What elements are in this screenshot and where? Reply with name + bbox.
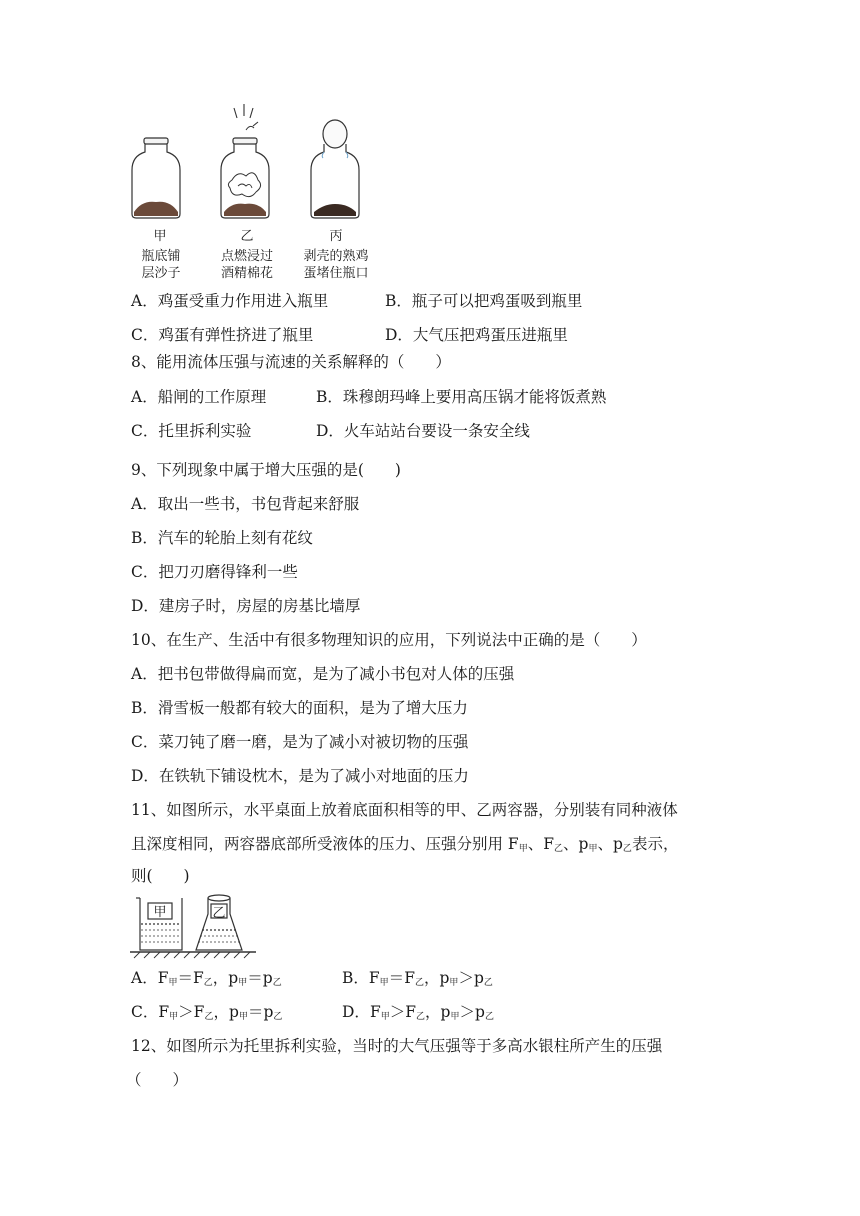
symbol-p: p	[473, 969, 484, 987]
sub-yi: 乙	[414, 978, 424, 988]
q9-option-b: B．汽车的轮胎上刻有花纹	[131, 529, 313, 547]
symbol-F: F	[404, 969, 415, 987]
gt: ＞	[389, 1003, 406, 1021]
sub-yi: 乙	[203, 978, 213, 988]
q9-option-a: A．取出一些书，书包背起来舒服	[131, 495, 360, 513]
q11-option-a	[131, 968, 282, 993]
option-prefix: B．	[342, 969, 369, 987]
symbol-F: F	[369, 1003, 381, 1021]
sep: 、	[563, 835, 579, 853]
symbol-F: F	[157, 969, 169, 987]
sub-yi: 乙	[273, 1012, 283, 1022]
q8-option-b: B．珠穆朗玛峰上要用高压锅才能将饭煮熟	[316, 388, 607, 406]
q11-stem-line2-text: 且深度相同，两容器底部所受液体的压力、压强分别用 F	[131, 835, 519, 853]
sub-yi: 乙	[204, 1012, 214, 1022]
q7-option-a: A．鸡蛋受重力作用进入瓶里	[131, 292, 329, 310]
symbol-F: F	[193, 1003, 205, 1021]
sub-yi: 乙	[553, 844, 563, 854]
q7-option-d: D．大气压把鸡蛋压进瓶里	[385, 326, 568, 344]
sub-yi: 乙	[483, 978, 493, 988]
q8-option-c: C．托里拆利实验	[131, 422, 252, 440]
sub-jia: 甲	[518, 844, 528, 854]
symbol-p: p	[262, 969, 273, 987]
container-label-jia: 甲	[153, 905, 167, 920]
caption-jia-line1: 瓶底铺	[141, 249, 181, 264]
figure-label-bing: 丙	[329, 229, 343, 244]
symbol-F: F	[193, 969, 204, 987]
eq: ＝	[247, 1003, 264, 1021]
sep: 、	[597, 835, 613, 853]
stem-end: 表示，	[631, 835, 679, 853]
symbol-p: p	[612, 835, 623, 853]
comma: ，	[423, 969, 440, 987]
bottle-jia	[132, 138, 180, 218]
q11-stem-line1: 11、如图所示，水平桌面上放着底面积相等的甲、乙两容器，分别装有同种液体	[131, 801, 678, 819]
q8-option-d: D．火车站站台要设一条安全线	[316, 422, 530, 440]
q12-stem-line2: （ ）	[126, 1071, 189, 1089]
caption-yi-line1: 点燃浸过	[220, 249, 273, 264]
symbol-p: p	[475, 1003, 485, 1021]
q7-option-c: C．鸡蛋有弹性挤进了瓶里	[131, 326, 314, 344]
q7-option-b: B．瓶子可以把鸡蛋吸到瓶里	[385, 292, 583, 310]
symbol-p: p	[578, 835, 589, 853]
q11-option-b	[342, 968, 493, 993]
q9-option-d: D．建房子时，房屋的房基比墙厚	[131, 597, 361, 615]
symbol-F: F	[368, 969, 380, 987]
q11-option-d	[342, 1002, 494, 1027]
q9-option-c: C．把刀刃磨得锋利一些	[131, 563, 298, 581]
eq: ＝	[177, 969, 193, 987]
gt: ＞	[178, 1003, 194, 1021]
gt: ＞	[459, 1003, 475, 1021]
q10-option-d: D．在铁轨下铺设枕木，是为了减小对地面的压力	[131, 767, 469, 785]
option-prefix: A．	[131, 969, 158, 987]
bottle-yi	[221, 104, 269, 218]
container-label-yi: 乙	[212, 906, 226, 921]
sub-yi: 乙	[622, 844, 632, 854]
q10-option-a: A．把书包带做得扁而宽，是为了减小书包对人体的压强	[131, 665, 515, 683]
q10-option-b: B．滑雪板一般都有较大的面积，是为了增大压力	[131, 699, 468, 717]
symbol-p: p	[228, 1003, 239, 1021]
symbol-F: F	[158, 1003, 170, 1021]
q10-option-c: C．菜刀钝了磨一磨，是为了减小对被切物的压强	[131, 733, 469, 751]
q10-stem: 10、在生产、生活中有很多物理知识的应用，下列说法中正确的是（ ）	[131, 631, 647, 649]
q8-option-a: A．船闸的工作原理	[131, 388, 267, 406]
comma: ，	[425, 1003, 441, 1021]
sub-jia: 甲	[449, 978, 459, 988]
sub-jia: 甲	[450, 1012, 460, 1022]
sub-jia: 甲	[169, 1012, 179, 1022]
q11-option-c	[131, 1002, 282, 1027]
sub-jia: 甲	[588, 844, 598, 854]
sub-jia: 甲	[168, 978, 178, 988]
caption-jia-line2: 层沙子	[141, 266, 181, 281]
sub-jia: 甲	[238, 978, 248, 988]
sub-jia: 甲	[380, 1012, 390, 1022]
caption-yi-line2: 酒精棉花	[220, 266, 273, 281]
gt: ＞	[458, 969, 474, 987]
container-figure	[130, 892, 260, 962]
q12-stem-line1: 12、如图所示为托里拆利实验，当时的大气压强等于多高水银柱所产生的压强	[131, 1037, 663, 1055]
symbol-p: p	[439, 969, 450, 987]
symbol-p: p	[263, 1003, 274, 1021]
eq: ＝	[247, 969, 263, 987]
option-prefix: D．	[342, 1003, 370, 1021]
eq: ＝	[388, 969, 405, 987]
figure-label-jia: 甲	[153, 229, 167, 244]
figure-label-yi: 乙	[240, 229, 254, 244]
option-prefix: C．	[131, 1003, 159, 1021]
sub-yi: 乙	[416, 1012, 426, 1022]
symbol-F: F	[405, 1003, 416, 1021]
q9-stem: 9、下列现象中属于增大压强的是( )	[131, 461, 401, 479]
symbol-F: F	[543, 835, 554, 853]
caption-bing-line2: 蛋堵住瓶口	[303, 266, 369, 281]
sub-yi: 乙	[484, 1012, 494, 1022]
q11-stem-line2	[131, 834, 678, 859]
comma: ，	[213, 1003, 229, 1021]
q11-stem-line3: 则( )	[131, 867, 190, 885]
sub-yi: 乙	[272, 978, 282, 988]
q8-stem: 8、能用流体压强与流速的关系解释的（ ）	[131, 353, 451, 371]
bottle-bing	[311, 120, 359, 218]
symbol-p: p	[228, 969, 239, 987]
symbol-p: p	[440, 1003, 451, 1021]
sub-jia: 甲	[379, 978, 389, 988]
comma: ，	[212, 969, 229, 987]
sep: 、	[527, 835, 544, 853]
sub-jia: 甲	[238, 1012, 248, 1022]
caption-bing-line1: 剥壳的熟鸡	[303, 249, 369, 264]
